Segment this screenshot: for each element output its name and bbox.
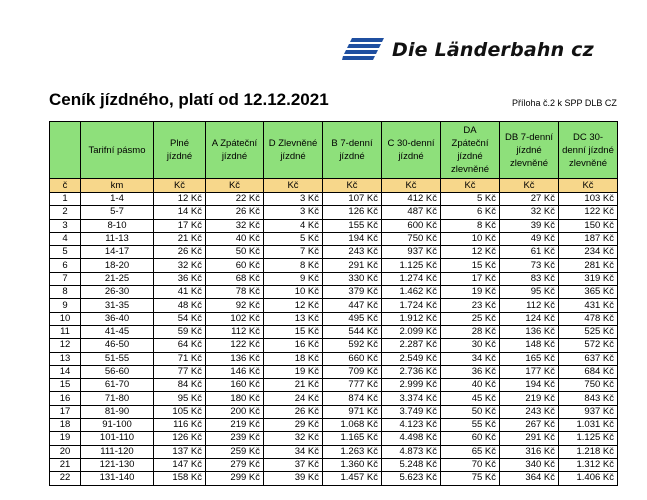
column-header: DC 30-denní jízdné zlevněné xyxy=(559,122,618,179)
price-cell: 259 Kč xyxy=(206,445,264,458)
price-cell: 750 Kč xyxy=(382,232,441,245)
price-cell: 54 Kč xyxy=(154,312,206,325)
table-row xyxy=(50,325,618,338)
price-cell: 24 Kč xyxy=(264,392,323,405)
zone-km-cell: 111-120 xyxy=(81,445,154,458)
price-cell: 2.287 Kč xyxy=(382,339,441,352)
row-number-cell: 19 xyxy=(50,432,81,445)
table-row xyxy=(50,272,618,285)
price-cell: 19 Kč xyxy=(441,286,500,299)
price-cell: 14 Kč xyxy=(154,206,206,219)
price-cell: 1.274 Kč xyxy=(382,272,441,285)
row-number-cell: 16 xyxy=(50,392,81,405)
price-cell: 12 Kč xyxy=(154,193,206,206)
price-cell: 340 Kč xyxy=(500,458,559,471)
price-cell: 32 Kč xyxy=(264,432,323,445)
price-cell: 39 Kč xyxy=(264,472,323,485)
units-row xyxy=(50,179,618,193)
price-cell: 17 Kč xyxy=(154,219,206,232)
price-cell: 116 Kč xyxy=(154,419,206,432)
price-cell: 155 Kč xyxy=(323,219,382,232)
price-cell: 60 Kč xyxy=(206,259,264,272)
price-cell: 1.263 Kč xyxy=(323,445,382,458)
price-cell: 6 Kč xyxy=(441,206,500,219)
price-cell: 1.406 Kč xyxy=(559,472,618,485)
zone-km-cell: 121-130 xyxy=(81,458,154,471)
price-cell: 160 Kč xyxy=(206,379,264,392)
price-cell: 180 Kč xyxy=(206,392,264,405)
page-title: Ceník jízdného, platí od 12.12.2021 xyxy=(49,90,329,109)
table-row xyxy=(50,405,618,418)
price-cell: 36 Kč xyxy=(154,272,206,285)
price-cell: 637 Kč xyxy=(559,352,618,365)
zone-km-cell: 51-55 xyxy=(81,352,154,365)
table-row xyxy=(50,472,618,485)
price-cell: 239 Kč xyxy=(206,432,264,445)
price-cell: 319 Kč xyxy=(559,272,618,285)
unit-cell: Kč xyxy=(441,179,500,193)
price-cell: 26 Kč xyxy=(154,246,206,259)
price-cell: 49 Kč xyxy=(500,232,559,245)
brand-logo xyxy=(342,33,594,67)
unit-cell: Kč xyxy=(323,179,382,193)
price-cell: 1.312 Kč xyxy=(559,458,618,471)
table-row xyxy=(50,219,618,232)
unit-cell: Kč xyxy=(500,179,559,193)
column-header: A Zpáteční jízdné xyxy=(206,122,264,179)
price-cell: 70 Kč xyxy=(441,458,500,471)
table-row xyxy=(50,232,618,245)
price-cell: 447 Kč xyxy=(323,299,382,312)
price-cell: 937 Kč xyxy=(382,246,441,259)
table-row xyxy=(50,312,618,325)
price-cell: 16 Kč xyxy=(264,339,323,352)
price-cell: 750 Kč xyxy=(559,379,618,392)
zone-km-cell: 101-110 xyxy=(81,432,154,445)
column-header: D Zlevněné jízdné xyxy=(264,122,323,179)
price-cell: 136 Kč xyxy=(206,352,264,365)
row-number-cell: 10 xyxy=(50,312,81,325)
price-cell: 291 Kč xyxy=(500,432,559,445)
price-cell: 105 Kč xyxy=(154,405,206,418)
row-number-cell: 17 xyxy=(50,405,81,418)
price-cell: 15 Kč xyxy=(441,259,500,272)
price-cell: 5.623 Kč xyxy=(382,472,441,485)
price-cell: 61 Kč xyxy=(500,246,559,259)
table-row xyxy=(50,365,618,378)
row-number-cell: 14 xyxy=(50,365,81,378)
zone-km-cell: 61-70 xyxy=(81,379,154,392)
header-row xyxy=(50,122,618,179)
price-cell: 234 Kč xyxy=(559,246,618,259)
price-cell: 187 Kč xyxy=(559,232,618,245)
price-cell: 1.125 Kč xyxy=(559,432,618,445)
row-number-cell: 2 xyxy=(50,206,81,219)
price-cell: 60 Kč xyxy=(441,432,500,445)
price-cell: 1.218 Kč xyxy=(559,445,618,458)
dlb-stripes-logo-icon xyxy=(342,37,386,63)
table-row xyxy=(50,246,618,259)
table-row xyxy=(50,432,618,445)
price-cell: 7 Kč xyxy=(264,246,323,259)
price-cell: 103 Kč xyxy=(559,193,618,206)
column-header: Plné jízdné xyxy=(154,122,206,179)
price-cell: 281 Kč xyxy=(559,259,618,272)
price-cell: 572 Kč xyxy=(559,339,618,352)
price-cell: 148 Kč xyxy=(500,339,559,352)
price-cell: 15 Kč xyxy=(264,325,323,338)
table-row xyxy=(50,419,618,432)
price-cell: 84 Kč xyxy=(154,379,206,392)
price-cell: 112 Kč xyxy=(206,325,264,338)
price-cell: 122 Kč xyxy=(206,339,264,352)
price-cell: 126 Kč xyxy=(154,432,206,445)
zone-km-cell: 11-13 xyxy=(81,232,154,245)
price-cell: 219 Kč xyxy=(500,392,559,405)
row-number-cell: 12 xyxy=(50,339,81,352)
price-cell: 937 Kč xyxy=(559,405,618,418)
price-cell: 23 Kč xyxy=(441,299,500,312)
row-number-cell: 22 xyxy=(50,472,81,485)
zone-km-cell: 36-40 xyxy=(81,312,154,325)
table-row xyxy=(50,379,618,392)
price-cell: 18 Kč xyxy=(264,352,323,365)
price-cell: 5.248 Kč xyxy=(382,458,441,471)
price-cell: 92 Kč xyxy=(206,299,264,312)
price-cell: 365 Kč xyxy=(559,286,618,299)
price-cell: 95 Kč xyxy=(154,392,206,405)
price-cell: 73 Kč xyxy=(500,259,559,272)
table-row xyxy=(50,259,618,272)
price-cell: 34 Kč xyxy=(264,445,323,458)
price-cell: 684 Kč xyxy=(559,365,618,378)
price-cell: 146 Kč xyxy=(206,365,264,378)
price-cell: 592 Kč xyxy=(323,339,382,352)
price-cell: 137 Kč xyxy=(154,445,206,458)
price-cell: 83 Kč xyxy=(500,272,559,285)
price-cell: 8 Kč xyxy=(441,219,500,232)
price-cell: 165 Kč xyxy=(500,352,559,365)
price-cell: 279 Kč xyxy=(206,458,264,471)
zone-km-cell: 91-100 xyxy=(81,419,154,432)
price-cell: 267 Kč xyxy=(500,419,559,432)
zone-km-cell: 81-90 xyxy=(81,405,154,418)
price-cell: 478 Kč xyxy=(559,312,618,325)
row-number-cell: 13 xyxy=(50,352,81,365)
price-cell: 26 Kč xyxy=(206,206,264,219)
price-cell: 95 Kč xyxy=(500,286,559,299)
price-cell: 2.099 Kč xyxy=(382,325,441,338)
price-cell: 71 Kč xyxy=(154,352,206,365)
price-cell: 5 Kč xyxy=(441,193,500,206)
table-row xyxy=(50,458,618,471)
table-row xyxy=(50,445,618,458)
price-cell: 75 Kč xyxy=(441,472,500,485)
price-cell: 1.462 Kč xyxy=(382,286,441,299)
price-cell: 8 Kč xyxy=(264,259,323,272)
price-cell: 64 Kč xyxy=(154,339,206,352)
column-header xyxy=(50,122,81,179)
price-cell: 22 Kč xyxy=(206,193,264,206)
price-cell: 158 Kč xyxy=(154,472,206,485)
price-cell: 65 Kč xyxy=(441,445,500,458)
price-cell: 45 Kč xyxy=(441,392,500,405)
price-cell: 1.165 Kč xyxy=(323,432,382,445)
zone-km-cell: 8-10 xyxy=(81,219,154,232)
price-cell: 777 Kč xyxy=(323,379,382,392)
row-number-cell: 8 xyxy=(50,286,81,299)
price-cell: 40 Kč xyxy=(206,232,264,245)
price-cell: 41 Kč xyxy=(154,286,206,299)
zone-km-cell: 1-4 xyxy=(81,193,154,206)
column-header: DA Zpáteční jízdné zlevněné xyxy=(441,122,500,179)
price-cell: 112 Kč xyxy=(500,299,559,312)
price-cell: 4 Kč xyxy=(264,219,323,232)
row-number-cell: 9 xyxy=(50,299,81,312)
row-number-cell: 20 xyxy=(50,445,81,458)
zone-km-cell: 71-80 xyxy=(81,392,154,405)
price-cell: 971 Kč xyxy=(323,405,382,418)
price-cell: 194 Kč xyxy=(500,379,559,392)
table-row xyxy=(50,286,618,299)
zone-km-cell: 21-25 xyxy=(81,272,154,285)
zone-km-cell: 56-60 xyxy=(81,365,154,378)
price-cell: 660 Kč xyxy=(323,352,382,365)
row-number-cell: 3 xyxy=(50,219,81,232)
zone-km-cell: 46-50 xyxy=(81,339,154,352)
price-cell: 29 Kč xyxy=(264,419,323,432)
row-number-cell: 6 xyxy=(50,259,81,272)
price-cell: 124 Kč xyxy=(500,312,559,325)
price-cell: 27 Kč xyxy=(500,193,559,206)
zone-km-cell: 31-35 xyxy=(81,299,154,312)
table-row xyxy=(50,206,618,219)
price-cell: 431 Kč xyxy=(559,299,618,312)
fare-table xyxy=(49,121,618,486)
row-number-cell: 4 xyxy=(50,232,81,245)
price-cell: 21 Kč xyxy=(264,379,323,392)
price-cell: 709 Kč xyxy=(323,365,382,378)
price-cell: 2.549 Kč xyxy=(382,352,441,365)
column-header: DB 7-denní jízdné zlevněné xyxy=(500,122,559,179)
price-cell: 3 Kč xyxy=(264,193,323,206)
price-cell: 291 Kč xyxy=(323,259,382,272)
price-cell: 525 Kč xyxy=(559,325,618,338)
price-cell: 25 Kč xyxy=(441,312,500,325)
price-cell: 40 Kč xyxy=(441,379,500,392)
price-cell: 4.498 Kč xyxy=(382,432,441,445)
price-cell: 28 Kč xyxy=(441,325,500,338)
row-number-cell: 11 xyxy=(50,325,81,338)
unit-cell: Kč xyxy=(559,179,618,193)
price-cell: 3.374 Kč xyxy=(382,392,441,405)
price-cell: 364 Kč xyxy=(500,472,559,485)
price-cell: 36 Kč xyxy=(441,365,500,378)
price-cell: 1.360 Kč xyxy=(323,458,382,471)
price-cell: 1.068 Kč xyxy=(323,419,382,432)
price-cell: 219 Kč xyxy=(206,419,264,432)
row-number-cell: 1 xyxy=(50,193,81,206)
price-cell: 32 Kč xyxy=(500,206,559,219)
column-header: B 7-denní jízdné xyxy=(323,122,382,179)
price-cell: 122 Kč xyxy=(559,206,618,219)
price-cell: 17 Kč xyxy=(441,272,500,285)
price-cell: 12 Kč xyxy=(264,299,323,312)
price-cell: 68 Kč xyxy=(206,272,264,285)
price-cell: 495 Kč xyxy=(323,312,382,325)
brand-name: Die Länderbahn cz xyxy=(392,39,594,61)
price-cell: 13 Kč xyxy=(264,312,323,325)
price-cell: 1.125 Kč xyxy=(382,259,441,272)
price-cell: 147 Kč xyxy=(154,458,206,471)
price-cell: 1.457 Kč xyxy=(323,472,382,485)
row-number-cell: 21 xyxy=(50,458,81,471)
unit-cell: č xyxy=(50,179,81,193)
price-cell: 10 Kč xyxy=(441,232,500,245)
unit-cell: km xyxy=(81,179,154,193)
column-header: Tarifní pásmo xyxy=(81,122,154,179)
price-cell: 59 Kč xyxy=(154,325,206,338)
price-cell: 4.873 Kč xyxy=(382,445,441,458)
price-cell: 78 Kč xyxy=(206,286,264,299)
price-cell: 2.736 Kč xyxy=(382,365,441,378)
price-cell: 4.123 Kč xyxy=(382,419,441,432)
price-cell: 544 Kč xyxy=(323,325,382,338)
appendix-note: Příloha č.2 k SPP DLB CZ xyxy=(512,98,617,108)
zone-km-cell: 26-30 xyxy=(81,286,154,299)
price-cell: 32 Kč xyxy=(206,219,264,232)
price-cell: 30 Kč xyxy=(441,339,500,352)
price-cell: 126 Kč xyxy=(323,206,382,219)
zone-km-cell: 5-7 xyxy=(81,206,154,219)
price-cell: 194 Kč xyxy=(323,232,382,245)
price-cell: 600 Kč xyxy=(382,219,441,232)
price-cell: 379 Kč xyxy=(323,286,382,299)
row-number-cell: 5 xyxy=(50,246,81,259)
row-number-cell: 15 xyxy=(50,379,81,392)
price-cell: 32 Kč xyxy=(154,259,206,272)
unit-cell: Kč xyxy=(206,179,264,193)
table-row xyxy=(50,392,618,405)
price-cell: 26 Kč xyxy=(264,405,323,418)
price-cell: 19 Kč xyxy=(264,365,323,378)
price-cell: 1.031 Kč xyxy=(559,419,618,432)
price-cell: 1.912 Kč xyxy=(382,312,441,325)
table-row xyxy=(50,299,618,312)
price-cell: 3.749 Kč xyxy=(382,405,441,418)
price-cell: 5 Kč xyxy=(264,232,323,245)
price-cell: 299 Kč xyxy=(206,472,264,485)
zone-km-cell: 14-17 xyxy=(81,246,154,259)
table-row xyxy=(50,339,618,352)
table-row xyxy=(50,193,618,206)
price-cell: 48 Kč xyxy=(154,299,206,312)
price-cell: 150 Kč xyxy=(559,219,618,232)
price-cell: 243 Kč xyxy=(500,405,559,418)
price-cell: 874 Kč xyxy=(323,392,382,405)
price-cell: 50 Kč xyxy=(441,405,500,418)
price-cell: 843 Kč xyxy=(559,392,618,405)
unit-cell: Kč xyxy=(154,179,206,193)
fare-table-body xyxy=(50,193,618,486)
table-row xyxy=(50,352,618,365)
price-cell: 12 Kč xyxy=(441,246,500,259)
zone-km-cell: 41-45 xyxy=(81,325,154,338)
price-cell: 3 Kč xyxy=(264,206,323,219)
zone-km-cell: 18-20 xyxy=(81,259,154,272)
price-cell: 102 Kč xyxy=(206,312,264,325)
price-cell: 9 Kč xyxy=(264,272,323,285)
price-cell: 200 Kč xyxy=(206,405,264,418)
price-cell: 21 Kč xyxy=(154,232,206,245)
zone-km-cell: 131-140 xyxy=(81,472,154,485)
price-cell: 55 Kč xyxy=(441,419,500,432)
price-cell: 39 Kč xyxy=(500,219,559,232)
column-header: C 30-denní jízdné xyxy=(382,122,441,179)
price-cell: 177 Kč xyxy=(500,365,559,378)
unit-cell: Kč xyxy=(264,179,323,193)
price-cell: 412 Kč xyxy=(382,193,441,206)
price-cell: 50 Kč xyxy=(206,246,264,259)
price-cell: 1.724 Kč xyxy=(382,299,441,312)
price-cell: 136 Kč xyxy=(500,325,559,338)
price-cell: 330 Kč xyxy=(323,272,382,285)
price-cell: 487 Kč xyxy=(382,206,441,219)
price-cell: 316 Kč xyxy=(500,445,559,458)
price-cell: 10 Kč xyxy=(264,286,323,299)
price-cell: 37 Kč xyxy=(264,458,323,471)
price-cell: 77 Kč xyxy=(154,365,206,378)
unit-cell: Kč xyxy=(382,179,441,193)
row-number-cell: 18 xyxy=(50,419,81,432)
price-cell: 34 Kč xyxy=(441,352,500,365)
price-cell: 107 Kč xyxy=(323,193,382,206)
price-cell: 2.999 Kč xyxy=(382,379,441,392)
price-cell: 243 Kč xyxy=(323,246,382,259)
row-number-cell: 7 xyxy=(50,272,81,285)
